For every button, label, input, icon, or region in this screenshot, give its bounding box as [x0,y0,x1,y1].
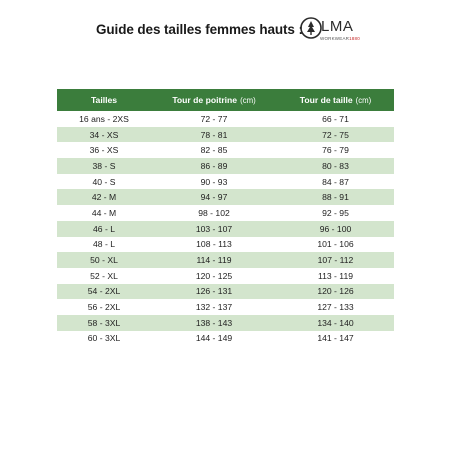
cell-size: 38 - S [57,158,151,174]
cell-waist: 120 - 126 [277,284,394,300]
cell-waist: 88 - 91 [277,189,394,205]
page-title: Guide des tailles femmes hauts : [96,22,303,37]
cell-size: 60 - 3XL [57,331,151,347]
table-row [57,237,394,253]
cell-chest: 103 - 107 [151,221,277,237]
col-header-size [57,89,151,111]
col-header-unit: (cm) [240,96,256,105]
table-row [57,111,394,127]
col-header-unit: (cm) [355,96,372,105]
cell-chest: 126 - 131 [151,284,277,300]
table-row [57,127,394,143]
logo-text: LMA [321,18,354,35]
cell-chest: 94 - 97 [151,189,277,205]
col-header-chest [151,89,277,111]
table-row [57,174,394,190]
cell-chest: 72 - 77 [151,111,277,127]
cell-chest: 78 - 81 [151,127,277,143]
cell-waist: 96 - 100 [277,221,394,237]
table-row [57,158,394,174]
col-header-label: Tour de poitrine [172,95,238,105]
table-row [57,252,394,268]
col-header-label: Tour de taille [299,95,353,105]
brand-logo [299,16,361,46]
table-row [57,205,394,221]
size-table [57,89,394,346]
logo-subtitle: WORKWEAR1880 [320,36,360,41]
cell-size: 46 - L [57,221,151,237]
cell-size: 40 - S [57,174,151,190]
cell-size: 16 ans - 2XS [57,111,151,127]
cell-waist: 92 - 95 [277,205,394,221]
page-header [0,14,452,48]
table-row [57,315,394,331]
cell-waist: 107 - 112 [277,252,394,268]
cell-size: 58 - 3XL [57,315,151,331]
cell-chest: 132 - 137 [151,299,277,315]
cell-waist: 101 - 106 [277,237,394,253]
table-header-row [57,89,394,111]
cell-chest: 98 - 102 [151,205,277,221]
cell-waist: 72 - 75 [277,127,394,143]
cell-size: 52 - XL [57,268,151,284]
cell-waist: 80 - 83 [277,158,394,174]
cell-chest: 108 - 113 [151,237,277,253]
table-row [57,268,394,284]
col-header-waist [277,89,394,111]
cell-waist: 141 - 147 [277,331,394,347]
col-header-label: Tailles [90,95,118,105]
logo-subtitle-accent: 1880 [349,36,360,41]
cell-chest: 86 - 89 [151,158,277,174]
cell-size: 50 - XL [57,252,151,268]
cell-waist: 66 - 71 [277,111,394,127]
cell-chest: 120 - 125 [151,268,277,284]
cell-chest: 114 - 119 [151,252,277,268]
cell-size: 44 - M [57,205,151,221]
table-row [57,331,394,347]
table-row [57,299,394,315]
cell-size: 54 - 2XL [57,284,151,300]
cell-size: 36 - XS [57,142,151,158]
table-row [57,189,394,205]
cell-chest: 138 - 143 [151,315,277,331]
cell-waist: 127 - 133 [277,299,394,315]
table-row [57,221,394,237]
table-row [57,142,394,158]
cell-chest: 90 - 93 [151,174,277,190]
cell-size: 34 - XS [57,127,151,143]
cell-waist: 84 - 87 [277,174,394,190]
cell-size: 42 - M [57,189,151,205]
cell-waist: 134 - 140 [277,315,394,331]
cell-size: 56 - 2XL [57,299,151,315]
cell-chest: 144 - 149 [151,331,277,347]
table-body [57,111,394,346]
table-row [57,284,394,300]
cell-waist: 76 - 79 [277,142,394,158]
cell-chest: 82 - 85 [151,142,277,158]
cell-size: 48 - L [57,237,151,253]
cell-waist: 113 - 119 [277,268,394,284]
